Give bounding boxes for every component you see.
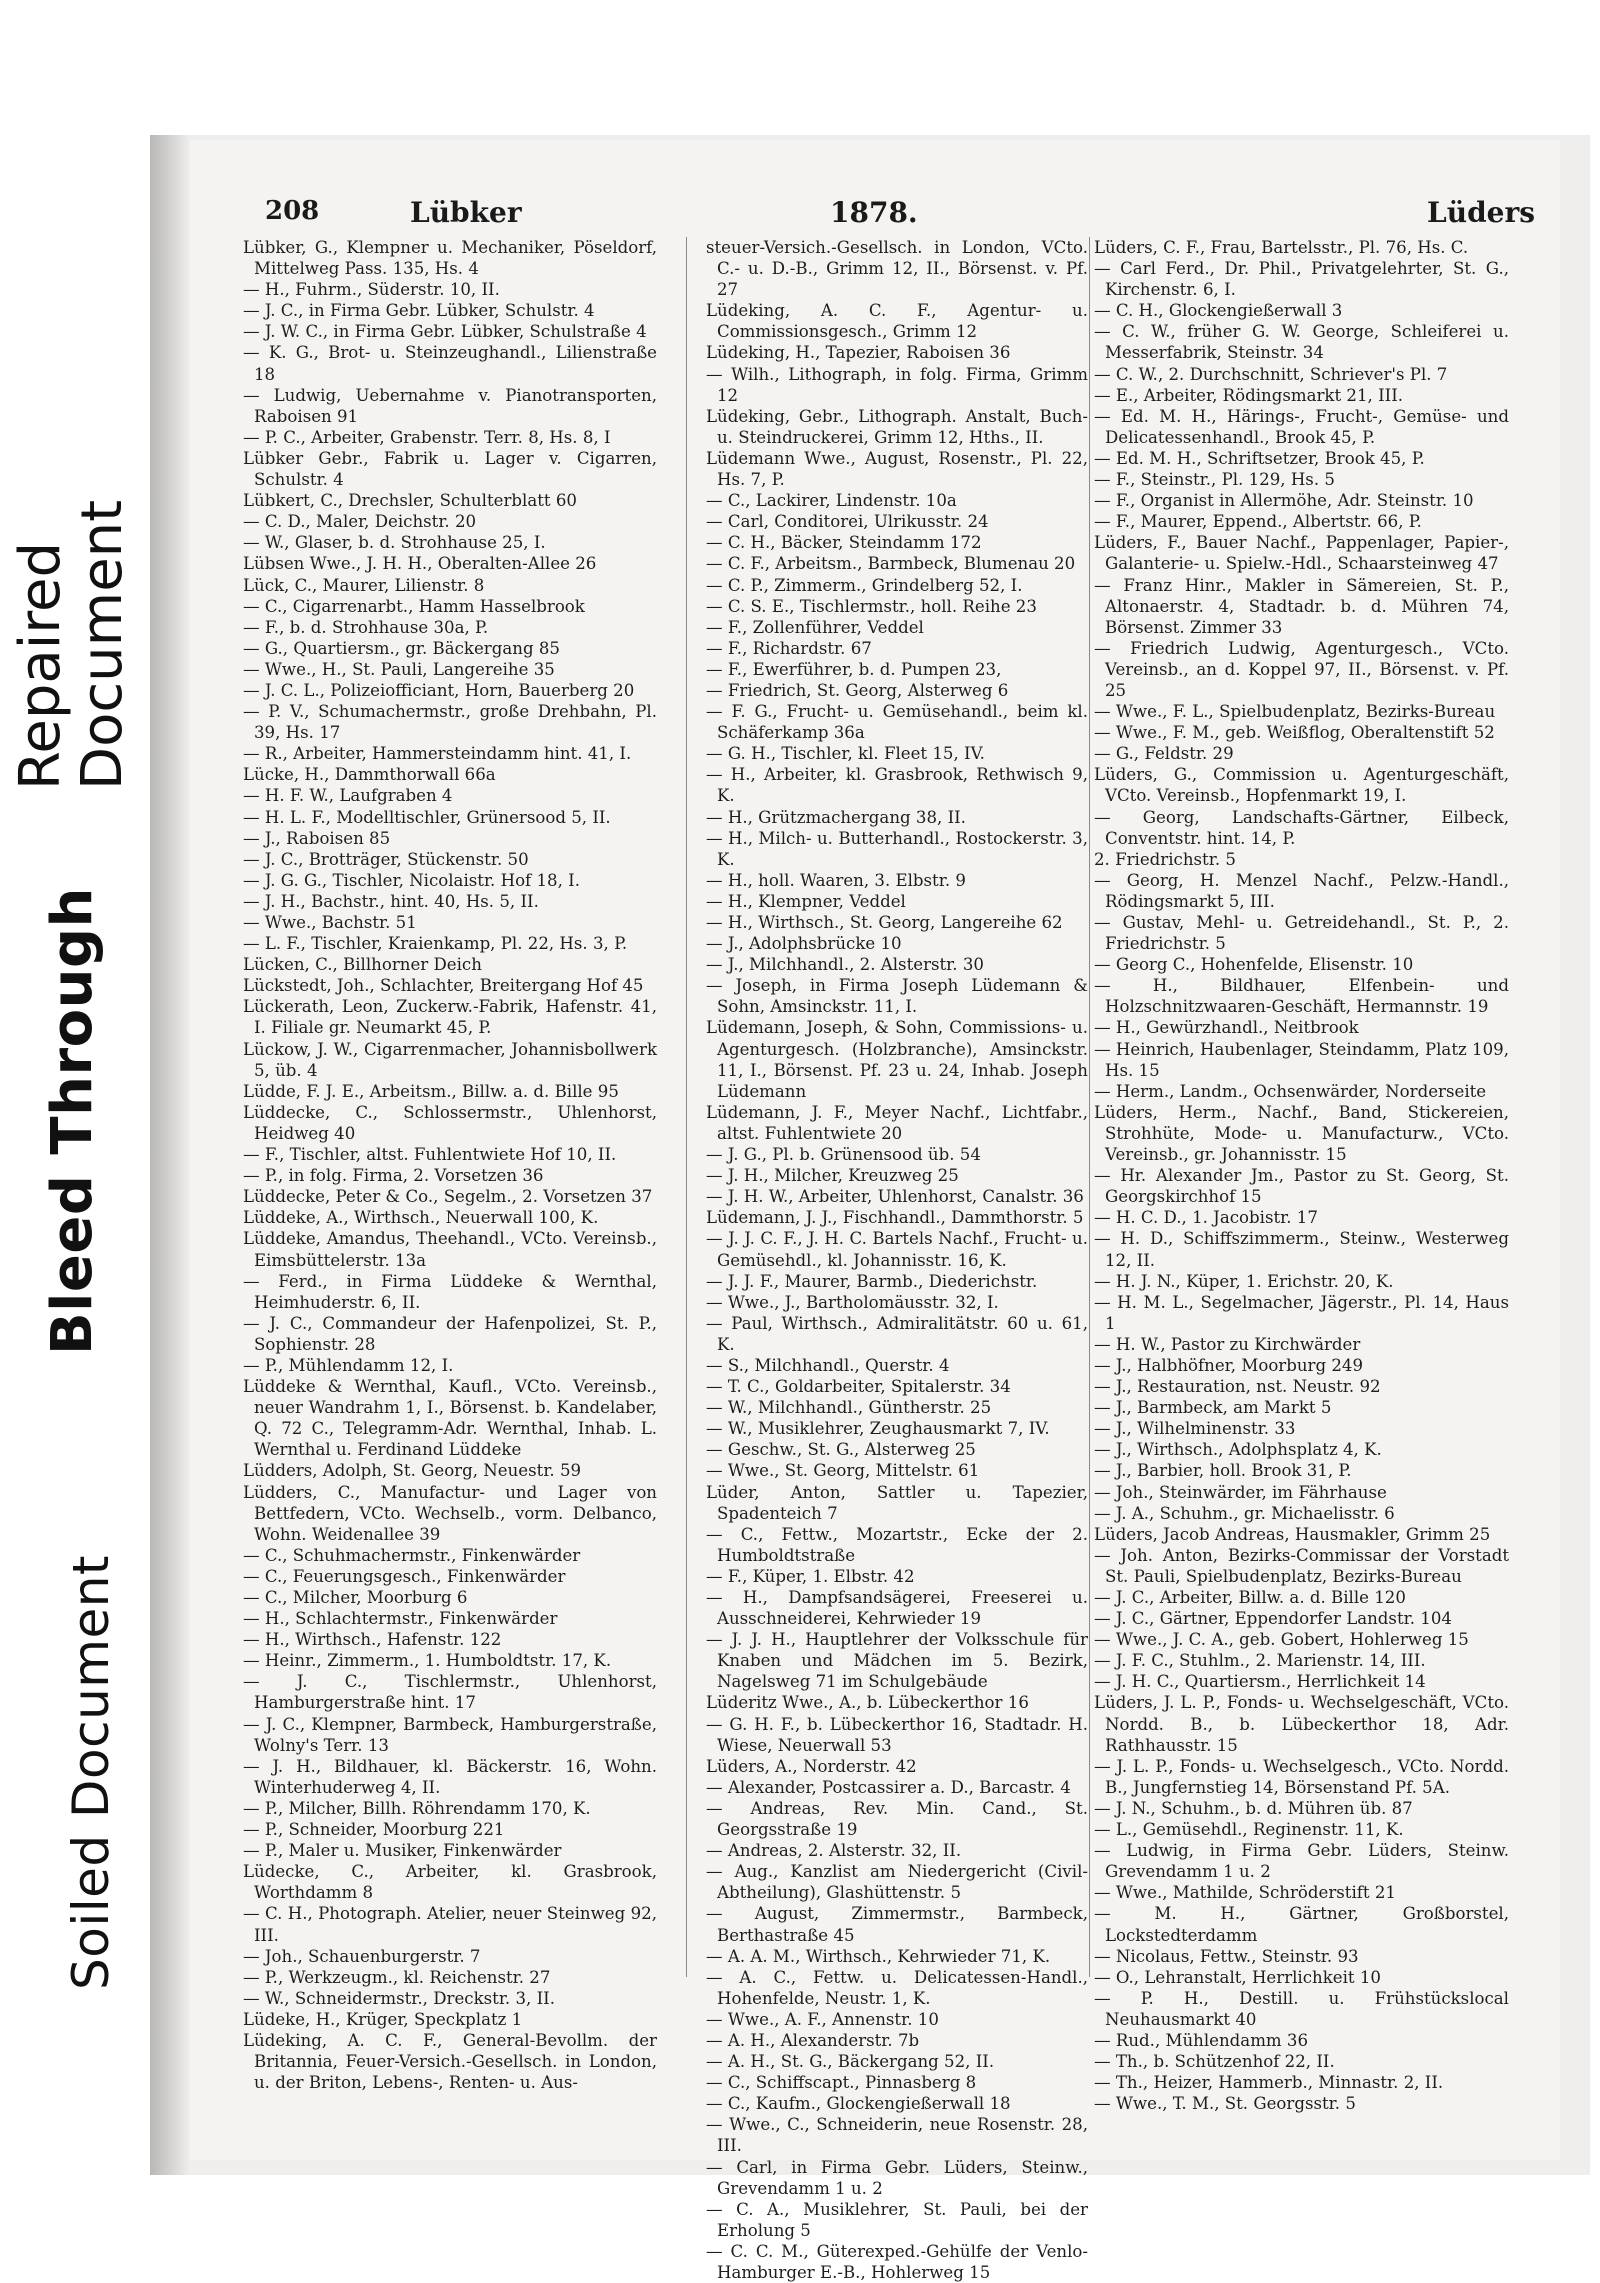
directory-entry: — Friedrich Ludwig, Agenturgesch., VCto. Vereinsb., an d. Koppel 97, II., Börsenst. v. Pf. 25 (1094, 638, 1509, 700)
directory-entry: — P. C., Arbeiter, Grabenstr. Terr. 8, Hs. 8, I (243, 427, 611, 447)
directory-entry: Lüders, F., Bauer Nachf., Pappenlager, Papier-, Galanterie- u. Spielw.-Hdl., Schaarsteinweg 47 (1094, 533, 1509, 574)
directory-entry: — H., Wirthsch., Hafenstr. 122 (243, 1630, 502, 1650)
directory-entry: — Nicolaus, Fettw., Steinstr. 93 (1094, 1946, 1359, 1966)
directory-entry: — Aug., Kanzlist am Niedergericht (Civil-Abtheilung), Glashüttenstr. 5 (706, 1862, 1088, 1903)
directory-entry: — Wwe., J. C. A., geb. Gobert, Hohlerweg 15 (1094, 1630, 1469, 1650)
directory-entry: — Heinr., Zimmerm., 1. Humboldtstr. 17, K. (243, 1651, 612, 1671)
header-year: 1878. (830, 196, 918, 229)
directory-entry: — H., Gewürzhandl., Neitbrook (1094, 1018, 1359, 1038)
directory-entry: — H., Dampfsandsägerei, Freeserei u. Ausschneiderei, Kehrwieder 19 (706, 1588, 1088, 1629)
directory-entry: — J. G. G., Tischler, Nicolaistr. Hof 18, I. (243, 870, 580, 890)
directory-entry: — J. H., Bachstr., hint. 40, Hs. 5, II. (243, 891, 539, 911)
directory-entry: — Ed. M. H., Härings-, Frucht-, Gemüse- und Delicatessenhandl., Brook 45, P. (1094, 406, 1509, 447)
directory-entry: — J. C., Gärtner, Eppendorfer Landstr. 104 (1094, 1609, 1452, 1629)
directory-entry: — Georg C., Hohenfelde, Elisenstr. 10 (1094, 955, 1414, 975)
header-right-keyword: Lüders (1427, 196, 1535, 229)
directory-entry: Lüder, Anton, Sattler u. Tapezier, Spadenteich 7 (706, 1482, 1088, 1523)
directory-entry: — J., Halbhöfner, Moorburg 249 (1094, 1355, 1364, 1375)
directory-entry: — C. W., 2. Durchschnitt, Schriever's Pl. 7 (1094, 364, 1448, 384)
directory-entry: — F., Richardstr. 67 (706, 638, 872, 658)
directory-entry: — F., Ewerführer, b. d. Pumpen 23, (706, 659, 1002, 679)
directory-entry: — Franz Hinr., Makler in Sämereien, St. P., Altonaerstr. 4, Stadtadr. b. d. Mühren 74, Börsenst. Zimmer 33 (1094, 575, 1509, 637)
directory-entry: — Andreas, Rev. Min. Cand., St. Georgsstraße 19 (706, 1798, 1088, 1840)
directory-entry: — Paul, Wirthsch., Admiralitätstr. 60 u. 61, K. (706, 1313, 1088, 1354)
directory-entry: — K. G., Brot- u. Steinzeughandl., Lilienstraße 18 (243, 343, 657, 384)
directory-entry: Lüdders, C., Manufactur- und Lager von Bettfedern, VCto. Wechselb., vorm. Delbanco, Wohn. Weidenallee 39 (243, 1482, 657, 1544)
directory-entry: — F., Maurer, Eppend., Albertstr. 66, P. (1094, 512, 1422, 532)
directory-entry: — C. H., Bäcker, Steindamm 172 (706, 533, 982, 553)
directory-entry: — J. G., Pl. b. Grünensood üb. 54 (706, 1145, 981, 1165)
directory-entry: — W., Musiklehrer, Zeughausmarkt 7, IV. (706, 1419, 1050, 1439)
directory-entry: — F., Tischler, altst. Fuhlentwiete Hof 10, II. (243, 1145, 617, 1165)
directory-entry: — L. F., Tischler, Kraienkamp, Pl. 22, Hs. 3, P. (243, 934, 628, 954)
directory-entry: Lüders, C. F., Frau, Bartelsstr., Pl. 76, Hs. C. (1094, 238, 1469, 257)
directory-entry: — Joseph, in Firma Joseph Lüdemann & Sohn, Amsinckstr. 11, I. (706, 976, 1088, 1017)
repaired-document-stamp (10, 500, 134, 790)
directory-entry: — Carl Ferd., Dr. Phil., Privatgelehrter, St. G., Kirchenstr. 6, I. (1094, 259, 1509, 300)
directory-entry: — Carl, in Firma Gebr. Lüders, Steinw., Grevendamm 1 u. 2 (706, 2157, 1088, 2198)
directory-entry: — Andreas, 2. Alsterstr. 32, II. (706, 1841, 962, 1861)
directory-entry: — J. C., Commandeur der Hafenpolizei, St. P., Sophienstr. 28 (243, 1313, 657, 1354)
directory-entry: — Rud., Mühlendamm 36 (1094, 2030, 1309, 2050)
directory-entry: — R., Arbeiter, Hammersteindamm hint. 41, I. (243, 744, 632, 764)
directory-entry: — F., Steinstr., Pl. 129, Hs. 5 (1094, 470, 1335, 490)
directory-entry: — Georg, Landschafts-Gärtner, Eilbeck, Conventstr. hint. 14, P. (1094, 807, 1509, 848)
directory-entry: — H., Milch- u. Butterhandl., Rostockerstr. 3, K. (706, 828, 1088, 869)
directory-entry: steuer-Versich.-Gesellsch. in London, VCto. C.- u. D.-B., Grimm 12, II., Börsenst. v. Pf. 27 (706, 238, 1088, 300)
directory-entry: Lüderitz Wwe., A., b. Lübeckerthor 16 (706, 1693, 1029, 1713)
directory-entry: — H. F. W., Laufgraben 4 (243, 786, 453, 806)
directory-entry: — P. V., Schumachermstr., große Drehbahn, Pl. 39, Hs. 17 (243, 702, 657, 743)
directory-entry: Lübsen Wwe., J. H. H., Oberalten-Allee 26 (243, 554, 597, 574)
directory-entry: — J. W. C., in Firma Gebr. Lübker, Schulstraße 4 (243, 322, 647, 342)
directory-entry: Lüdemann, J. F., Meyer Nachf., Lichtfabr., altst. Fuhlentwiete 20 (706, 1102, 1088, 1143)
directory-entry: — J. C., Klempner, Barmbeck, Hamburgerstraße, Wolny's Terr. 13 (243, 1714, 657, 1755)
directory-entry: — F., Küper, 1. Elbstr. 42 (706, 1566, 915, 1586)
directory-entry: — Wwe., T. M., St. Georgsstr. 5 (1094, 2094, 1356, 2114)
directory-entry: — P., Mühlendamm 12, I. (243, 1355, 454, 1375)
header-left-keyword: Lübker (410, 196, 522, 229)
directory-entry: — J. J. F., Maurer, Barmb., Diederichstr. (706, 1271, 1038, 1291)
directory-entry: — F., Zollenführer, Veddel (706, 617, 924, 637)
directory-entry: Lüdemann, Joseph, & Sohn, Commissions- u. Agenturgesch. (Holzbranche), Amsinckstr. 11, I., Börsenst. Pf. 23 u. 24, Inhab. Joseph Lüdemann (706, 1018, 1088, 1101)
directory-entry: — P., in folg. Firma, 2. Vorsetzen 36 (243, 1166, 544, 1186)
directory-entry: — Th., Heizer, Hammerb., Minnastr. 2, II. (1094, 2073, 1444, 2093)
directory-entry: Lüders, Jacob Andreas, Hausmakler, Grimm 25 (1094, 1524, 1491, 1544)
directory-entry: Lüdeke, H., Krüger, Speckplatz 1 (243, 2009, 523, 2029)
directory-entry: — T. C., Goldarbeiter, Spitalerstr. 34 (706, 1377, 1011, 1397)
directory-entry: Lüders, J. L. P., Fonds- u. Wechselgeschäft, VCto. Nordd. B., b. Lübeckerthor 18, Adr. Rathhausstr. 15 (1094, 1693, 1509, 1755)
directory-entry: — J. J. H., Hauptlehrer der Volksschule für Knaben und Mädchen im 5. Bezirk, Nagelsweg 71 im Schulgebäude (706, 1630, 1088, 1692)
directory-entry: — G., Quartiersm., gr. Bäckergang 85 (243, 638, 560, 658)
directory-entry: — Wwe., F. M., geb. Weißflog, Oberaltenstift 52 (1094, 723, 1495, 743)
directory-entry: Lüders, Herm., Nachf., Band, Stickereien, Strohhüte, Mode- u. Manufacturw., VCto. Vereinsb., gr. Johannisstr. 15 (1094, 1102, 1509, 1165)
directory-entry: 2. Friedrichstr. 5 (1094, 849, 1236, 869)
directory-entry: — Wwe., F. L., Spielbudenplatz, Bezirks-Bureau (1094, 702, 1496, 722)
directory-entry: Lüdders, Adolph, St. Georg, Neuestr. 59 (243, 1461, 582, 1481)
directory-entry: — F., b. d. Strohhause 30a, P. (243, 617, 489, 637)
directory-entry: — Geschw., St. G., Alsterweg 25 (706, 1440, 976, 1460)
directory-entry: — C. F., Arbeitsm., Barmbeck, Blumenau 20 (706, 554, 1076, 574)
directory-entry: Lüdecke, C., Arbeiter, kl. Grasbrook, Worthdamm 8 (243, 1862, 657, 1903)
directory-entry: — H., Fuhrm., Süderstr. 10, II. (243, 280, 500, 300)
repaired-stamp-line-1: Repaired (8, 541, 73, 790)
directory-entry: — C., Lackirer, Lindenstr. 10a (706, 491, 957, 511)
directory-entry: — C. H., Photograph. Atelier, neuer Steinweg 92, III. (243, 1904, 657, 1945)
directory-entry: — Herm., Landm., Ochsenwärder, Norderseite (1094, 1081, 1487, 1101)
directory-entry: — W., Glaser, b. d. Strohhause 25, I. (243, 533, 546, 553)
directory-entry: Lüddecke, Peter & Co., Segelm., 2. Vorsetzen 37 (243, 1187, 653, 1207)
directory-entry: — H. L. F., Modelltischler, Grünersood 5, II. (243, 807, 611, 827)
directory-entry: — C. A., Musiklehrer, St. Pauli, bei der Erholung 5 (706, 2199, 1088, 2240)
directory-entry: — P., Milcher, Billh. Röhrendamm 170, K. (243, 1798, 591, 1818)
soiled-document-stamp: Soiled Document (62, 1554, 120, 1990)
directory-entry: — J. C. L., Polizeiofficiant, Horn, Bauerberg 20 (243, 680, 635, 700)
directory-entry: — C., Milcher, Moorburg 6 (243, 1588, 468, 1607)
directory-entry: — J. L. P., Fonds- u. Wechselgesch., VCto. Nordd. B., Jungfernstieg 14, Börsenstand Pf. 5A. (1094, 1756, 1509, 1797)
directory-entry: — H. J. N., Küper, 1. Erichstr. 20, K. (1094, 1271, 1394, 1291)
directory-entry: Lückstedt, Joh., Schlachter, Breitergang Hof 45 (243, 976, 644, 996)
directory-entry: Lübkert, C., Drechsler, Schulterblatt 60 (243, 491, 577, 511)
directory-entry: — H., Arbeiter, kl. Grasbrook, Rethwisch 9, K. (706, 765, 1088, 806)
directory-entry: — H., Bildhauer, Elfenbein- und Holzschnitzwaaren-Geschäft, Hermannstr. 19 (1094, 976, 1509, 1017)
directory-entry: — M. H., Gärtner, Großborstel, Lockstedterdamm (1094, 1904, 1509, 1945)
directory-entry: — C. H., Glockengießerwall 3 (1094, 301, 1343, 321)
directory-entry: — J., Barbier, holl. Brook 31, P. (1094, 1461, 1352, 1481)
directory-entry: — J. H., Bildhauer, kl. Bäckerstr. 16, Wohn. Winterhuderweg 4, II. (243, 1756, 657, 1797)
directory-entry: Lüddeke & Wernthal, Kaufl., VCto. Vereinsb., neuer Wandrahm 1, I., Börsenst. b. Kandelaber, Q. 72 C., Telegramm-Adr. Wernthal, Inhab. L. Wernthal u. Ferdinand Lüddeke (243, 1377, 657, 1460)
directory-entry: — Heinrich, Haubenlager, Steindamm, Platz 109, Hs. 15 (1094, 1039, 1509, 1080)
directory-entry: — E., Arbeiter, Rödingsmarkt 21, III. (1094, 385, 1404, 405)
directory-entry: — J. H. C., Quartiersm., Herrlichkeit 14 (1094, 1672, 1426, 1692)
directory-entry: — Ludwig, Uebernahme v. Pianotransporten, Raboisen 91 (243, 385, 657, 426)
directory-entry: — Ludwig, in Firma Gebr. Lüders, Steinw. Grevendamm 1 u. 2 (1094, 1841, 1509, 1882)
directory-entry: — H., holl. Waaren, 3. Elbstr. 9 (706, 870, 966, 890)
directory-entry: — H., Wirthsch., St. Georg, Langereihe 62 (706, 913, 1063, 932)
bleed-through-stamp: Bleed Through (40, 887, 105, 1355)
directory-entry: — Wilh., Lithograph, in folg. Firma, Grimm 12 (706, 364, 1088, 405)
directory-entry: — August, Zimmermstr., Barmbeck, Berthastraße 45 (706, 1904, 1088, 1945)
directory-entry: Lüddeke, A., Wirthsch., Neuerwall 100, K. (243, 1208, 599, 1228)
directory-entry: — C., Fettw., Mozartstr., Ecke der 2. Humboldtstraße (706, 1524, 1088, 1565)
directory-entry: — J. C., Brotträger, Stückenstr. 50 (243, 849, 529, 869)
directory-entry: — G. H. F., b. Lübeckerthor 16, Stadtadr. H. Wiese, Neuerwall 53 (706, 1714, 1088, 1755)
directory-entry: — J., Wirthsch., Adolphsplatz 4, K. (1094, 1440, 1382, 1460)
directory-entry: — G., Feldstr. 29 (1094, 744, 1234, 764)
binding-shadow (150, 135, 190, 2175)
directory-entry: — J. C., Arbeiter, Billw. a. d. Bille 120 (1094, 1588, 1406, 1607)
directory-entry: Lüders, A., Norderstr. 42 (706, 1756, 917, 1776)
column-rule (686, 237, 687, 1977)
directory-entry: — Wwe., H., St. Pauli, Langereihe 35 (243, 659, 555, 679)
directory-entry: — Ed. M. H., Schriftsetzer, Brook 45, P. (1094, 448, 1425, 468)
directory-entry: — C., Schuhmachermstr., Finkenwärder (243, 1545, 581, 1565)
directory-entry: — A. H., St. G., Bäckergang 52, II. (706, 2052, 995, 2072)
directory-entry: — C. W., früher G. W. George, Schleiferei u. Messerfabrik, Steinstr. 34 (1094, 322, 1509, 363)
directory-entry: — P., Werkzeugm., kl. Reichenstr. 27 (243, 1967, 551, 1987)
directory-entry: — P., Schneider, Moorburg 221 (243, 1820, 505, 1840)
directory-entry: — C., Kaufm., Glockengießerwall 18 (706, 2094, 1011, 2114)
directory-entry: — Georg, H. Menzel Nachf., Pelzw.-Handl., Rödingsmarkt 5, III. (1094, 870, 1509, 911)
column-rule (1089, 237, 1090, 1977)
directory-entry: — C., Cigarrenarbt., Hamm Hasselbrook (243, 596, 585, 616)
directory-entry: — J. H., Milcher, Kreuzweg 25 (706, 1166, 959, 1186)
directory-entry: — J., Barmbeck, am Markt 5 (1094, 1398, 1332, 1418)
directory-entry: Lüdde, F. J. E., Arbeitsm., Billw. a. d. Bille 95 (243, 1081, 619, 1101)
margin-stamps (0, 0, 150, 2177)
directory-entry: — J. C., Tischlermstr., Uhlenhorst, Hamburgerstraße hint. 17 (243, 1672, 657, 1713)
directory-entry: — J. H. W., Arbeiter, Uhlenhorst, Canalstr. 36 (706, 1187, 1084, 1207)
directory-entry: — J. F. C., Stuhlm., 2. Marienstr. 14, III. (1094, 1651, 1426, 1671)
directory-entry: Lüdeking, Gebr., Lithograph. Anstalt, Buch- u. Steindruckerei, Grimm 12, Hths., II. (706, 406, 1088, 447)
directory-entry: — F., Organist in Allermöhe, Adr. Steinstr. 10 (1094, 491, 1474, 511)
directory-entry: — C., Schiffscapt., Pinnasberg 8 (706, 2073, 977, 2093)
directory-entry: — H. W., Pastor zu Kirchwärder (1094, 1334, 1361, 1354)
directory-entry: — Carl, Conditorei, Ulrikusstr. 24 (706, 512, 989, 532)
directory-entry: Lüdemann, J. J., Fischhandl., Dammthorstr. 5 (706, 1208, 1084, 1228)
directory-entry: Lüdeking, A. C. F., Agentur- u. Commissionsgesch., Grimm 12 (706, 301, 1088, 342)
directory-entry: — S., Milchhandl., Querstr. 4 (706, 1355, 950, 1375)
directory-entry: — J. N., Schuhm., b. d. Mühren üb. 87 (1094, 1798, 1413, 1818)
directory-entry: — J., Milchhandl., 2. Alsterstr. 30 (706, 955, 984, 975)
directory-entry: Lücke, H., Dammthorwall 66a (243, 765, 496, 785)
directory-entry: — Wwe., Mathilde, Schröderstift 21 (1094, 1883, 1396, 1903)
directory-entry: — Wwe., Bachstr. 51 (243, 913, 417, 932)
directory-entry: — F. G., Frucht- u. Gemüsehandl., beim kl. Schäferkamp 36a (706, 702, 1088, 743)
directory-entry: — Joh., Steinwärder, im Fährhause (1094, 1482, 1387, 1502)
directory-entry: — G. H., Tischler, kl. Fleet 15, IV. (706, 744, 985, 764)
directory-entry: — Th., b. Schützenhof 22, II. (1094, 2052, 1335, 2072)
directory-entry: — W., Milchhandl., Güntherstr. 25 (706, 1398, 992, 1418)
directory-entry: — C., Feuerungsgesch., Finkenwärder (243, 1566, 566, 1586)
directory-entry: — J., Raboisen 85 (243, 828, 391, 848)
directory-entry: Lüddecke, C., Schlossermstr., Uhlenhorst, Heidweg 40 (243, 1102, 657, 1143)
directory-entry: Lüddeke, Amandus, Theehandl., VCto. Vereinsb., Eimsbüttelerstr. 13a (243, 1229, 657, 1270)
directory-entry: — Hr. Alexander Jm., Pastor zu St. Georg, St. Georgskirchhof 15 (1094, 1166, 1509, 1207)
directory-entry: Lück, C., Maurer, Lilienstr. 8 (243, 575, 485, 595)
page-number: 208 (265, 196, 320, 226)
directory-entry: Lückerath, Leon, Zuckerw.-Fabrik, Hafenstr. 41, I. Filiale gr. Neumarkt 45, P. (243, 997, 657, 1038)
directory-entry: — H. D., Schiffszimmerm., Steinw., Westerweg 12, II. (1094, 1229, 1509, 1270)
directory-entry: — Alexander, Postcassirer a. D., Barcastr. 4 (706, 1777, 1071, 1797)
repaired-stamp-line-2: Document (70, 499, 135, 790)
directory-entry: Lückow, J. W., Cigarrenmacher, Johannisbollwerk 5, üb. 4 (243, 1039, 657, 1080)
directory-entry: — P. H., Destill. u. Frühstückslocal Neuhausmarkt 40 (1094, 1988, 1509, 2029)
directory-entry: Lücken, C., Billhorner Deich (243, 955, 482, 975)
directory-entry: Lüders, G., Commission u. Agenturgeschäft, VCto. Vereinsb., Hopfenmarkt 19, I. (1094, 765, 1509, 806)
directory-entry: — J. J. C. F., J. H. C. Bartels Nachf., Frucht- u. Gemüsehdl., kl. Johannisstr. 16, K. (706, 1229, 1088, 1270)
directory-entry: — L., Gemüsehdl., Reginenstr. 11, K. (1094, 1820, 1404, 1840)
directory-entry: — Joh. Anton, Bezirks-Commissar der Vorstadt St. Pauli, Spielbudenplatz, Bezirks-Bureau (1094, 1545, 1509, 1586)
directory-column-middle (706, 237, 1088, 2282)
directory-entry: — J. A., Schuhm., gr. Michaelisstr. 6 (1094, 1503, 1395, 1523)
directory-entry: — C. D., Maler, Deichstr. 20 (243, 512, 477, 532)
directory-entry: — Joh., Schauenburgerstr. 7 (243, 1946, 481, 1966)
directory-column-left (243, 237, 657, 2093)
directory-entry: Lüdeking, H., Tapezier, Raboisen 36 (706, 343, 1011, 363)
directory-entry: — J., Wilhelminenstr. 33 (1094, 1419, 1296, 1439)
directory-entry: — Wwe., A. F., Annenstr. 10 (706, 2009, 939, 2029)
directory-entry: — J., Adolphsbrücke 10 (706, 934, 902, 954)
directory-column-right (1094, 237, 1509, 2114)
directory-entry: — Friedrich, St. Georg, Alsterweg 6 (706, 680, 1009, 700)
directory-entry: — C. S. E., Tischlermstr., holl. Reihe 23 (706, 596, 1037, 616)
directory-entry: — J., Restauration, nst. Neustr. 92 (1094, 1377, 1381, 1397)
directory-entry: Lübker Gebr., Fabrik u. Lager v. Cigarren, Schulstr. 4 (243, 448, 657, 490)
directory-entry: — A. H., Alexanderstr. 7b (706, 2030, 920, 2050)
directory-entry: — Gustav, Mehl- u. Getreidehandl., St. P., 2. Friedrichstr. 5 (1094, 913, 1509, 954)
directory-entry: Lüdeking, A. C. F., General-Bevollm. der Britannia, Feuer-Versich.-Gesellsch. in London, u. der Briton, Lebens-, Renten- u. Aus- (243, 2030, 657, 2093)
directory-entry: — P., Maler u. Musiker, Finkenwärder (243, 1841, 562, 1861)
directory-entry: — Wwe., C., Schneiderin, neue Rosenstr. 28, III. (706, 2115, 1088, 2156)
directory-entry: — O., Lehranstalt, Herrlichkeit 10 (1094, 1967, 1381, 1987)
directory-entry: — Wwe., J., Bartholomäusstr. 32, I. (706, 1292, 999, 1312)
directory-entry: — H., Klempner, Veddel (706, 891, 906, 911)
directory-entry: — H. M. L., Segelmacher, Jägerstr., Pl. 14, Haus 1 (1094, 1292, 1509, 1333)
directory-entry: — A. A. M., Wirthsch., Kehrwieder 71, K. (706, 1946, 1051, 1966)
directory-entry: Lüdemann Wwe., August, Rosenstr., Pl. 22, Hs. 7, P. (706, 448, 1088, 490)
directory-entry: — A. C., Fettw. u. Delicatessen-Handl., Hohenfelde, Neustr. 1, K. (706, 1967, 1088, 2008)
page-header (265, 196, 1540, 232)
directory-entry: — Wwe., St. Georg, Mittelstr. 61 (706, 1461, 980, 1481)
directory-entry: — C. C. M., Güterexped.-Gehülfe der Venlo-Hamburger E.-B., Hohlerweg 15 (706, 2241, 1088, 2282)
directory-entry: Lübker, G., Klempner u. Mechaniker, Pöseldorf, Mittelweg Pass. 135, Hs. 4 (243, 238, 657, 279)
directory-entry: — W., Schneidermstr., Dreckstr. 3, II. (243, 1988, 555, 2008)
directory-entry: — H., Grützmachergang 38, II. (706, 807, 966, 827)
directory-entry: — Ferd., in Firma Lüddeke & Wernthal, Heimhuderstr. 6, II. (243, 1271, 657, 1312)
directory-entry: — C. P., Zimmerm., Grindelberg 52, I. (706, 575, 1023, 595)
directory-entry: — H. C. D., 1. Jacobistr. 17 (1094, 1208, 1318, 1228)
directory-entry: — J. C., in Firma Gebr. Lübker, Schulstr. 4 (243, 301, 595, 321)
directory-entry: — H., Schlachtermstr., Finkenwärder (243, 1609, 558, 1629)
